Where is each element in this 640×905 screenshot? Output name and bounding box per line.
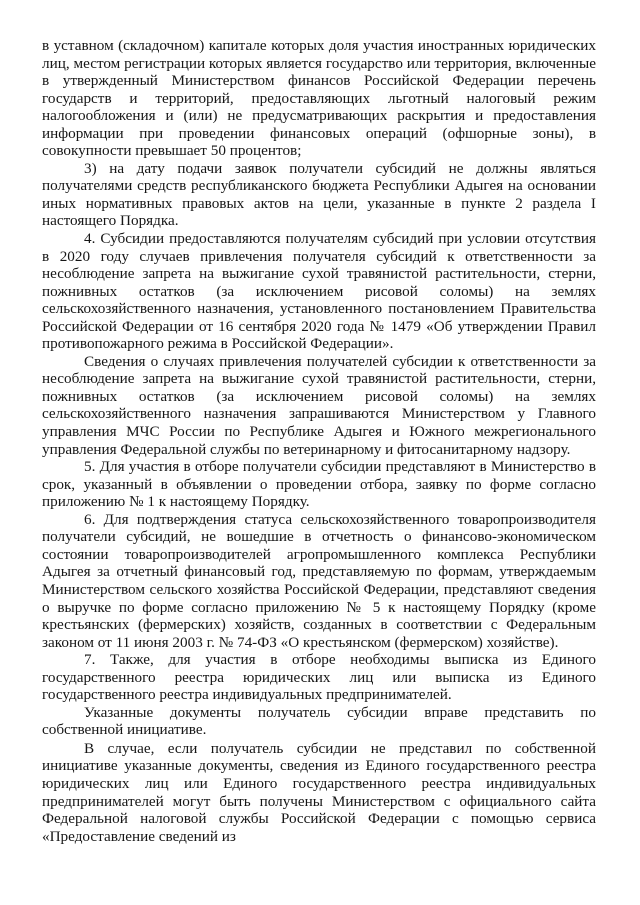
paragraph-item-3: 3) на дату подачи заявок получатели субсидий не должны являться получателями средств республиканского бюджета Республики Адыгея на основании иных нормативных правовых актов на цели, указанные в пункте 2 раздела I настоящего Порядка. bbox=[42, 159, 596, 230]
paragraph-clause-7-retrieval: В случае, если получатель субсидии не представил по собственной инициативе указанные документы, сведения из Единого государственного реестра юридических лиц или Единого государственного реестра индивидуальных предпринимателей могут быть получены Министерством с официального сайта Федеральной налоговой службы Российской Федерации с помощью сервиса «Предоставление сведений из bbox=[42, 739, 596, 845]
paragraph-clause-5: 5. Для участия в отборе получатели субсидии представляют в Министерство в срок, указанный в объявлении о проведении отбора, заявку по форме согласно приложению № 1 к настоящему Порядку. bbox=[42, 458, 596, 511]
paragraph-continuation: в уставном (складочном) капитале которых доля участия иностранных юридических лиц, местом регистрации которых является государство или территория, включенные в утвержденный Министерством финансов Российской Федерации перечень государств и территорий, предоставляющих льготный налоговый режим налогообложения и (или) не предусматривающих раскрытия и предоставления информации при проведении финансовых операций (офшорные зоны), в совокупности превышает 50 процентов; bbox=[42, 37, 596, 160]
document-body bbox=[42, 37, 596, 845]
paragraph-clause-4-info: Сведения о случаях привлечения получателей субсидии к ответственности за несоблюдение запрета на выжигание сухой травянистой растительности, стерни, пожнивных остатков (за исключением рисовой соломы) на землях сельскохозяйственного назначения запрашиваются Министерством у Главного управления МЧС России по Республике Адыгея и Южного межрегионального управления Федеральной службы по ветеринарному и фитосанитарному надзору. bbox=[42, 352, 596, 458]
paragraph-clause-7-documents: Указанные документы получатель субсидии вправе представить по собственной инициативе. bbox=[42, 703, 596, 739]
paragraph-clause-6: 6. Для подтверждения статуса сельскохозяйственного товаропроизводителя получатели субсидий, не вошедшие в отчетность о финансово-экономическом состоянии товаропроизводителей агропромышленного комплекса Республики Адыгея за отчетный финансовый год, представляемую по формам, утверждаемым Министерством сельского хозяйства Российской Федерации, представляют сведения о выручке по форме согласно приложению № 5 к настоящему Порядку (кроме крестьянских (фермерских) хозяйств, созданных в соответствии с Федеральным законом от 11 июня 2003 г. № 74-ФЗ «О крестьянском (фермерском) хозяйстве). bbox=[42, 510, 596, 651]
paragraph-clause-7: 7. Также, для участия в отборе необходимы выписка из Единого государственного реестра юридических лиц или выписка из Единого государственного реестра индивидуальных предпринимателей. bbox=[42, 651, 596, 704]
paragraph-clause-4: 4. Субсидии предоставляются получателям субсидий при условии отсутствия в 2020 году случаев привлечения получателя субсидий к ответственности за несоблюдение запрета на выжигание сухой травянистой растительности, стерни, пожнивных остатков (за исключением рисовой соломы) на землях сельскохозяйственного назначения, установленного постановлением Правительства Российской Федерации от 16 сентября 2020 года № 1479 «Об утверждении Правил противопожарного режима в Российской Федерации». bbox=[42, 230, 596, 353]
